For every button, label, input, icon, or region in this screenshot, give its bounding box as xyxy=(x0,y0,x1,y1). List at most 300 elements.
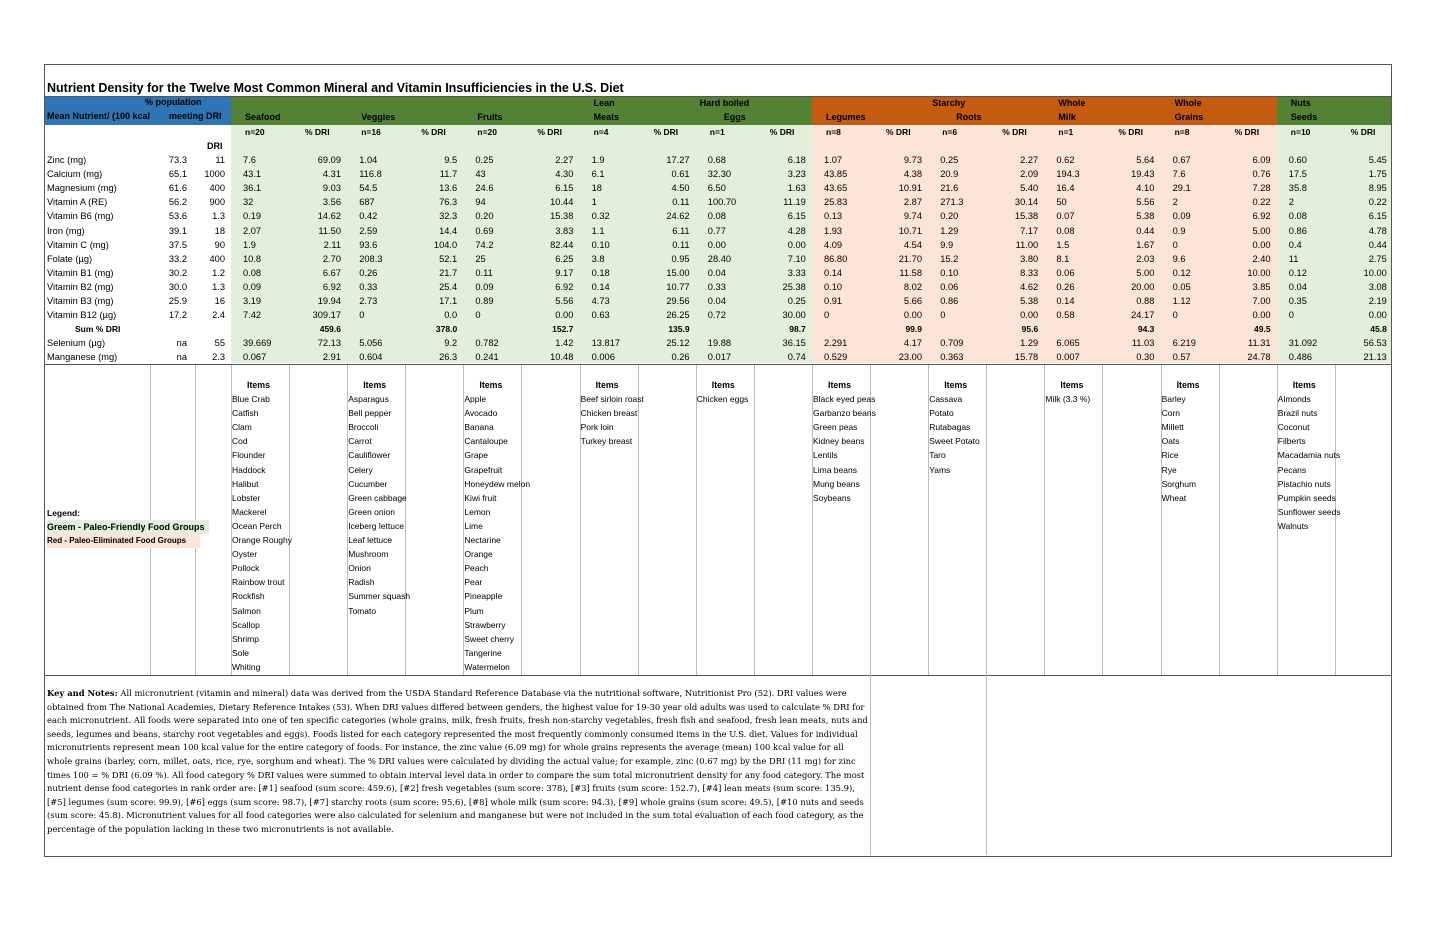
nutrient-row-value: 0 xyxy=(359,310,365,321)
nutrient-row-nutrient-name: Vitamin B1 (mg) xyxy=(47,267,114,278)
nutrient-row-pct-dri: 14.4 xyxy=(439,225,458,236)
nutrient-row-pct-population: 25.9 xyxy=(168,296,187,306)
food-item: Filberts xyxy=(1277,436,1306,447)
nutrient-row-pct-dri: 0.22 xyxy=(1252,197,1271,208)
nutrient-row-pct-dri: 15.38 xyxy=(550,211,574,222)
nutrient-row-value: 0.77 xyxy=(707,225,726,236)
nutrient-row-pct-dri: 19.43 xyxy=(1131,169,1155,180)
nutrient-row-value: 25 xyxy=(475,253,486,264)
nutrient-row-pct-dri: 6.92 xyxy=(555,281,574,292)
nutrient-row-value: 32.30 xyxy=(707,169,732,180)
nutrient-row-value: 0.08 xyxy=(1288,211,1307,222)
nutrient-row-pct-dri: 10.00 xyxy=(1363,267,1387,278)
extra-row-value: 2.291 xyxy=(824,338,848,349)
nutrient-row-pct-dri: 0.61 xyxy=(671,169,690,180)
food-item: Scallop xyxy=(232,619,260,630)
nutrient-row-value: 1.93 xyxy=(824,225,843,236)
nutrient-row-value: 2.73 xyxy=(359,296,378,306)
nutrient-row-value: 1.5 xyxy=(1056,239,1070,250)
nutrient-row-nutrient-name: Vitamin C (mg) xyxy=(47,239,109,250)
nutrient-row-value: 0.32 xyxy=(591,211,610,222)
group-n-count: n=6 xyxy=(942,127,958,137)
nutrient-row-value: 0.08 xyxy=(1056,225,1075,236)
extra-row-value: 31.092 xyxy=(1288,338,1318,349)
food-item: Mung beans xyxy=(813,478,860,489)
nutrient-row-pct-dri: 0.00 xyxy=(787,239,806,250)
nutrient-row-value: 1.1 xyxy=(591,225,605,236)
nutrient-row-value: 0 xyxy=(1288,310,1294,321)
food-item: Onion xyxy=(348,563,371,574)
food-item: Lemon xyxy=(464,506,491,517)
nutrient-row-value: 3.8 xyxy=(591,253,605,264)
nutrient-row-value: 24.6 xyxy=(475,183,494,194)
extra-row-value: 0.57 xyxy=(1172,352,1191,363)
nutrient-row-value: 86.80 xyxy=(824,253,848,264)
nutrient-row-value: 0.11 xyxy=(475,267,493,278)
food-item: Tomato xyxy=(348,605,377,616)
nutrient-row-pct-dri: 0.00 xyxy=(1252,310,1271,321)
nutrient-row-pct-dri: 4.30 xyxy=(555,169,574,180)
nutrient-row-value: 9.9 xyxy=(940,239,954,250)
nutrient-row-value: 28.40 xyxy=(707,253,732,264)
nutrient-row-pct-dri: 1.67 xyxy=(1136,239,1155,250)
legend-title: Legend: xyxy=(47,508,81,518)
food-item: Halibut xyxy=(232,478,259,489)
food-item: Mackerel xyxy=(232,506,267,517)
nutrient-row-value: 0.04 xyxy=(707,267,726,278)
food-item: Kidney beans xyxy=(813,436,865,447)
nutrient-row-pct-dri: 5.40 xyxy=(1020,183,1039,194)
sum-pct-dri: 94.3 xyxy=(1137,324,1155,335)
grid-column-line xyxy=(1044,365,1045,675)
nutrient-row-value: 0.10 xyxy=(940,267,959,278)
group-pct-dri-header: % DRI xyxy=(653,127,679,137)
nutrient-row-pct-population: 61.6 xyxy=(168,183,187,194)
food-item: Ocean Perch xyxy=(232,520,282,531)
nutrient-row-value: 0.19 xyxy=(243,211,262,222)
nutrient-row-value: 687 xyxy=(359,197,375,208)
nutrient-row-value: 74.2 xyxy=(475,239,494,250)
nutrient-row-pct-dri: 2.40 xyxy=(1252,253,1271,264)
group-header-line2: Roots xyxy=(956,112,982,122)
nutrient-row-nutrient-name: Magnesium (mg) xyxy=(47,183,117,194)
food-item: Rye xyxy=(1161,464,1177,475)
nutrient-row-dri-value: 18 xyxy=(214,225,225,236)
sum-pct-dri: 45.8 xyxy=(1370,324,1387,335)
nutrient-row-pct-dri: 6.15 xyxy=(555,183,574,194)
nutrient-row-value: 29.1 xyxy=(1172,183,1191,194)
extra-row-value: 0.604 xyxy=(359,352,383,363)
nutrient-row-value: 0.08 xyxy=(243,267,262,278)
grid-column-line xyxy=(1335,365,1336,675)
extra-row-pct-dri: 9.2 xyxy=(444,338,458,349)
nutrient-row-pct-dri: 17.27 xyxy=(666,155,690,165)
nutrient-row-pct-dri: 69.09 xyxy=(317,155,341,165)
nutrient-row-pct-dri: 0.00 xyxy=(903,310,922,321)
food-item: Pecans xyxy=(1277,464,1307,475)
extra-row-pct-dri: 56.53 xyxy=(1363,338,1387,349)
group-header-line2: Milk xyxy=(1058,112,1076,122)
food-item: Almonds xyxy=(1277,394,1311,404)
nutrient-row-pct-dri: 0.11 xyxy=(672,197,690,208)
nutrient-row-value: 0.12 xyxy=(1288,267,1307,278)
nutrient-row-pct-dri: 6.15 xyxy=(1368,211,1387,222)
food-item: Sorghum xyxy=(1161,478,1197,489)
group-header-line1: Nuts xyxy=(1290,98,1311,108)
food-item: Plum xyxy=(464,605,484,616)
extra-row-value: 0.067 xyxy=(243,352,267,363)
nutrient-row-pct-dri: 104.0 xyxy=(433,239,458,250)
items-header: Items xyxy=(1176,380,1200,390)
extra-row-pct-dri: 10.48 xyxy=(550,352,574,363)
extra-row-pct-dri: 25.12 xyxy=(666,338,690,349)
food-item: Cucumber xyxy=(348,478,388,489)
nutrient-row-value: 43 xyxy=(475,169,486,180)
nutrient-row-value: 1.29 xyxy=(940,225,959,236)
nutrient-row-value: 1.04 xyxy=(359,155,378,165)
nutrient-row-pct-population: 33.2 xyxy=(168,253,187,264)
group-header-line1: Whole xyxy=(1058,98,1086,108)
items-header: Items xyxy=(247,380,270,390)
extra-row-pct-dri: 0.26 xyxy=(671,352,690,363)
nutrient-row-pct-dri: 20.00 xyxy=(1131,281,1155,292)
nutrient-row-pct-dri: 6.09 xyxy=(1252,155,1271,165)
nutrient-row-pct-dri: 7.10 xyxy=(787,253,806,264)
food-item: Lentils xyxy=(813,450,838,461)
extra-row-value: 0.363 xyxy=(940,352,964,363)
nutrient-row-value: 7.42 xyxy=(243,310,262,321)
nutrient-row-pct-dri: 3.80 xyxy=(1020,253,1039,264)
group-n-count: n=4 xyxy=(593,127,609,137)
food-item: Pumpkin seeds xyxy=(1277,492,1336,503)
nutrient-row-pct-dri: 2.19 xyxy=(1368,296,1387,306)
food-item: Orange Roughy xyxy=(232,535,293,545)
food-item: Mushroom xyxy=(348,549,389,560)
food-item: Pear xyxy=(464,577,483,588)
food-item: Sweet cherry xyxy=(464,633,514,644)
group-pct-dri-header: % DRI xyxy=(1234,127,1260,137)
nutrient-row-pct-dri: 6.15 xyxy=(787,211,806,222)
nutrient-row-dri-value: 400 xyxy=(209,183,225,194)
nutrient-row-pct-population: 17.2 xyxy=(168,310,187,321)
food-item: Celery xyxy=(348,464,373,475)
nutrient-row-value: 7.6 xyxy=(243,155,256,165)
food-item: Chicken eggs xyxy=(696,394,749,404)
food-item: Pollock xyxy=(232,563,260,574)
group-n-count: n=1 xyxy=(1058,127,1074,137)
nutrient-row-nutrient-name: Vitamin B2 (mg) xyxy=(47,281,114,292)
nutrient-row-value: 21.6 xyxy=(940,183,959,194)
food-item: Walnuts xyxy=(1277,520,1309,531)
nutrient-row-value: 0.26 xyxy=(359,267,378,278)
food-item: Pistachio nuts xyxy=(1277,478,1331,489)
group-n-count: n=20 xyxy=(245,127,265,137)
nutrient-row-nutrient-name: Vitamin B6 (mg) xyxy=(47,211,114,222)
nutrient-row-value: 4.73 xyxy=(591,296,610,306)
nutrient-row-nutrient-name: Iron (mg) xyxy=(47,225,85,236)
nutrient-row-value: 0.12 xyxy=(1172,267,1191,278)
nutrient-row-dri-value: 2.4 xyxy=(212,310,225,321)
food-item: Brazil nuts xyxy=(1277,408,1318,419)
food-item: Oyster xyxy=(232,549,258,560)
nutrient-row-pct-dri: 15.38 xyxy=(1014,211,1039,222)
nutrient-row-dri-value: 900 xyxy=(209,197,225,208)
extra-row-value: 13.817 xyxy=(591,338,621,349)
nutrient-row-pct-population: 65.1 xyxy=(168,169,187,180)
food-item: Potato xyxy=(929,408,954,419)
group-n-count: n=1 xyxy=(709,127,725,137)
sum-pct-dri: 152.7 xyxy=(552,324,574,335)
food-item: Iceberg lettuce xyxy=(348,520,404,531)
food-item: Shrimp xyxy=(232,633,259,644)
extra-row-pct-dri: 26.3 xyxy=(439,352,458,363)
food-item: Green cabbage xyxy=(348,492,407,503)
nutrient-row-value: 100.70 xyxy=(707,197,737,208)
nutrient-row-dri-value: 1.3 xyxy=(212,211,225,222)
nutrient-row-value: 0.62 xyxy=(1056,155,1075,165)
nutrient-row-nutrient-name: Vitamin B12 (µg) xyxy=(47,310,117,321)
nutrient-row-pct-dri: 14.62 xyxy=(317,211,341,222)
nutrient-row-pct-dri: 9.5 xyxy=(444,155,458,165)
food-item: Leaf lettuce xyxy=(348,535,393,545)
nutrient-row-pct-dri: 15.00 xyxy=(666,267,690,278)
extra-row-value: 0.782 xyxy=(475,338,499,349)
nutrient-row-pct-dri: 2.27 xyxy=(555,155,574,165)
nutrient-row-value: 4.09 xyxy=(824,239,843,250)
nutrient-row-pct-dri: 5.56 xyxy=(1136,197,1155,208)
food-item: Sole xyxy=(232,647,250,658)
food-item: Lime xyxy=(464,520,483,531)
extra-row-pct-dri: 1.42 xyxy=(555,338,574,349)
sum-pct-dri: 98.7 xyxy=(789,324,806,335)
nutrient-row-value: 0.33 xyxy=(359,281,378,292)
group-pct-dri-header: % DRI xyxy=(1002,127,1027,137)
group-header-line2: Seeds xyxy=(1290,112,1318,122)
extra-row-value: 0.241 xyxy=(475,352,499,363)
sum-pct-dri: 135.9 xyxy=(668,324,690,335)
food-item: Garbanzo beans xyxy=(813,408,876,419)
nutrient-row-value: 2 xyxy=(1172,197,1178,208)
nutrient-row-value: 0.04 xyxy=(707,296,726,306)
nutrient-row-pct-dri: 11.19 xyxy=(783,197,806,208)
food-item: Banana xyxy=(464,422,494,433)
food-item: Broccoli xyxy=(348,422,379,433)
extra-row-pct-dri: 11.03 xyxy=(1131,338,1155,349)
nutrient-row-value: 0.10 xyxy=(591,239,610,250)
extra-row-value: 0.006 xyxy=(591,352,615,363)
food-item: Tangerine xyxy=(464,647,502,658)
nutrient-row-pct-dri: 3.23 xyxy=(787,169,806,180)
food-item: Clam xyxy=(232,422,252,433)
nutrient-row-dri-value: 1.2 xyxy=(212,267,225,278)
nutrient-row-pct-dri: 6.67 xyxy=(322,267,341,278)
nutrient-row-value: 0.10 xyxy=(824,281,843,292)
food-item: Pineapple xyxy=(464,591,503,602)
food-item: Salmon xyxy=(232,605,261,616)
grid-column-line xyxy=(754,365,755,675)
items-header: Items xyxy=(595,380,619,390)
extra-row-nutrient-name: Manganese (mg) xyxy=(47,352,118,363)
extra-row-value: 0.017 xyxy=(707,352,732,363)
nutrient-row-pct-dri: 11.50 xyxy=(318,225,341,236)
group-header-line1: Lean xyxy=(593,98,615,108)
nutrient-row-value: 0 xyxy=(940,310,946,321)
grid-column-line xyxy=(696,365,697,675)
nutrient-row-pct-dri: 0.0 xyxy=(444,310,458,321)
extra-row-value: 6.219 xyxy=(1172,338,1196,349)
nutrient-row-dri-value: 16 xyxy=(214,296,225,306)
nutrient-row-pct-dri: 4.31 xyxy=(322,169,341,180)
nutrient-row-pct-dri: 25.38 xyxy=(782,281,806,292)
nutrient-row-value: 6.1 xyxy=(591,169,605,180)
nutrient-row-pct-population: 37.5 xyxy=(168,239,187,250)
nutrient-row-dri-value: 90 xyxy=(214,239,225,250)
sheet-title: Nutrient Density for the Twelve Most Common Mineral and Vitamin Insufficiencies in the U.S. Diet xyxy=(45,79,1392,97)
sum-pct-dri: 95.6 xyxy=(1021,324,1039,335)
nutrient-row-value: 0.72 xyxy=(707,310,726,321)
nutrient-row-value: 0.68 xyxy=(707,155,726,165)
nutrient-row-pct-dri: 2.11 xyxy=(323,239,341,250)
sum-pct-dri: 99.9 xyxy=(905,324,922,335)
nutrient-row-value: 0.58 xyxy=(1056,310,1075,321)
extra-row-pct-dri: 11.31 xyxy=(1248,338,1271,349)
food-item: Honeydew melon xyxy=(464,478,531,489)
nutrient-row-pct-dri: 9.74 xyxy=(903,211,922,222)
nutrient-row-value: 0.69 xyxy=(475,225,494,236)
extra-row-pct-dri: 4.17 xyxy=(903,338,922,349)
nutrient-row-value: 0.4 xyxy=(1288,239,1302,250)
nutrient-row-pct-dri: 3.85 xyxy=(1252,281,1271,292)
food-item: Avocado xyxy=(464,408,498,419)
nutrient-row-pct-dri: 82.44 xyxy=(550,239,574,250)
nutrient-row-pct-dri: 24.62 xyxy=(666,211,690,222)
nutrient-row-pct-dri: 29.56 xyxy=(666,296,690,306)
nutrient-row-value: 3.19 xyxy=(243,296,262,306)
food-item: Kiwi fruit xyxy=(464,492,497,503)
food-item: Sunflower seeds xyxy=(1277,506,1341,517)
extra-row-pct-dri: 24.78 xyxy=(1247,352,1271,363)
dri-column-header: DRI xyxy=(207,141,223,151)
food-item: Oats xyxy=(1161,436,1180,447)
food-item: Cassava xyxy=(929,394,963,404)
pct-population-label: % population xyxy=(145,97,202,107)
extra-row-value: 5.056 xyxy=(359,338,383,349)
grid-column-line xyxy=(870,675,871,855)
group-header-line1: Hard boiled xyxy=(699,98,750,108)
nutrient-row-pct-dri: 8.95 xyxy=(1368,183,1387,194)
food-item: Beef sirloin roast xyxy=(580,394,644,404)
food-item: Taro xyxy=(929,450,946,461)
nutrient-row-value: 0.09 xyxy=(1172,211,1191,222)
nutrient-row-value: 0.89 xyxy=(475,296,494,306)
food-item: Rainbow trout xyxy=(232,577,285,588)
nutrient-row-value: 0.08 xyxy=(707,211,726,222)
grid-column-line xyxy=(1219,365,1220,675)
food-item: Soybeans xyxy=(813,492,851,503)
nutrient-row-pct-population: 30.2 xyxy=(168,267,187,278)
group-header-line2: Eggs xyxy=(723,112,746,122)
section-divider xyxy=(45,364,1392,365)
extra-row-pct-dri: 36.15 xyxy=(782,338,806,349)
food-item: Corn xyxy=(1161,408,1181,419)
group-pct-dri-header: % DRI xyxy=(537,127,562,137)
nutrient-row-value: 16.4 xyxy=(1056,183,1075,194)
items-header: Items xyxy=(1292,380,1316,390)
sum-row-label: Sum % DRI xyxy=(75,324,121,335)
legend-green: Greem - Paleo-Friendly Food Groups xyxy=(47,520,209,534)
food-item: Rockfish xyxy=(232,591,265,602)
nutrient-row-pct-dri: 21.7 xyxy=(439,267,458,278)
nutrient-row-pct-dri: 3.83 xyxy=(555,225,574,236)
group-pct-dri-header: % DRI xyxy=(1118,127,1143,137)
nutrient-row-value: 25.83 xyxy=(824,197,848,208)
nutrient-row-value: 0.13 xyxy=(824,211,843,222)
food-item: Haddock xyxy=(232,464,266,475)
food-item: Lobster xyxy=(232,492,261,503)
group-pct-dri-header: % DRI xyxy=(886,127,911,137)
nutrient-row-value: 43.85 xyxy=(824,169,848,180)
group-n-count: n=8 xyxy=(826,127,841,137)
nutrient-row-pct-dri: 309.17 xyxy=(312,310,341,321)
mean-nutrient-label: Mean Nutrient/ (100 kcal xyxy=(47,111,151,121)
nutrient-row-pct-population: 73.3 xyxy=(168,155,187,165)
extra-row-value: 39.669 xyxy=(243,338,272,349)
food-item: Cantaloupe xyxy=(464,436,508,447)
nutrient-row-value: 43.1 xyxy=(243,169,262,180)
nutrient-row-value: 32 xyxy=(243,197,254,208)
nutrient-row-pct-dri: 19.94 xyxy=(317,296,341,306)
food-item: Rutabagas xyxy=(929,422,971,433)
nutrient-row-pct-dri: 2.70 xyxy=(322,253,341,264)
food-item: Orange xyxy=(464,549,493,560)
nutrient-row-value: 0.18 xyxy=(591,267,610,278)
nutrient-row-value: 0.20 xyxy=(940,211,959,222)
food-item: Grapefruit xyxy=(464,464,503,475)
food-item: Watermelon xyxy=(464,661,510,672)
nutrient-row-pct-population: 56.2 xyxy=(168,197,187,208)
food-item: Milk (3.3 %) xyxy=(1045,394,1091,404)
food-item: Chicken breast xyxy=(580,408,638,419)
nutrient-row-value: 0.9 xyxy=(1172,225,1186,236)
nutrient-row-pct-dri: 4.78 xyxy=(1368,225,1387,236)
nutrient-row-value: 10.8 xyxy=(243,253,262,264)
nutrient-row-pct-dri: 4.62 xyxy=(1020,281,1039,292)
extra-row-pct-dri: 72.13 xyxy=(317,338,341,349)
nutrient-row-pct-dri: 8.33 xyxy=(1020,267,1039,278)
nutrient-row-pct-dri: 4.28 xyxy=(787,225,806,236)
nutrient-row-pct-dri: 8.02 xyxy=(903,281,922,292)
food-item: Strawberry xyxy=(464,619,506,630)
header-left-band xyxy=(45,97,231,125)
food-item: Whiting xyxy=(232,661,261,672)
nutrient-row-value: 11 xyxy=(1288,253,1299,264)
food-item: Flounder xyxy=(232,450,266,461)
food-item: Lima beans xyxy=(813,464,857,475)
food-item: Summer squash xyxy=(348,591,411,602)
nutrient-row-pct-dri: 52.1 xyxy=(439,253,458,264)
items-header: Items xyxy=(363,380,387,390)
extra-row-value: 0.486 xyxy=(1288,352,1313,363)
nutrient-row-value: 15.2 xyxy=(940,253,959,264)
nutrient-row-pct-population: 53.6 xyxy=(168,211,187,222)
extra-row-pct-dri: 0.74 xyxy=(787,352,806,363)
nutrient-row-pct-dri: 0.76 xyxy=(1252,169,1271,180)
group-header-line2: Legumes xyxy=(826,112,866,122)
nutrient-row-pct-dri: 13.6 xyxy=(439,183,458,194)
nutrient-row-pct-dri: 17.1 xyxy=(439,296,458,306)
nutrient-row-value: 50 xyxy=(1056,197,1067,208)
nutrient-row-nutrient-name: Vitamin A (RE) xyxy=(47,197,108,208)
